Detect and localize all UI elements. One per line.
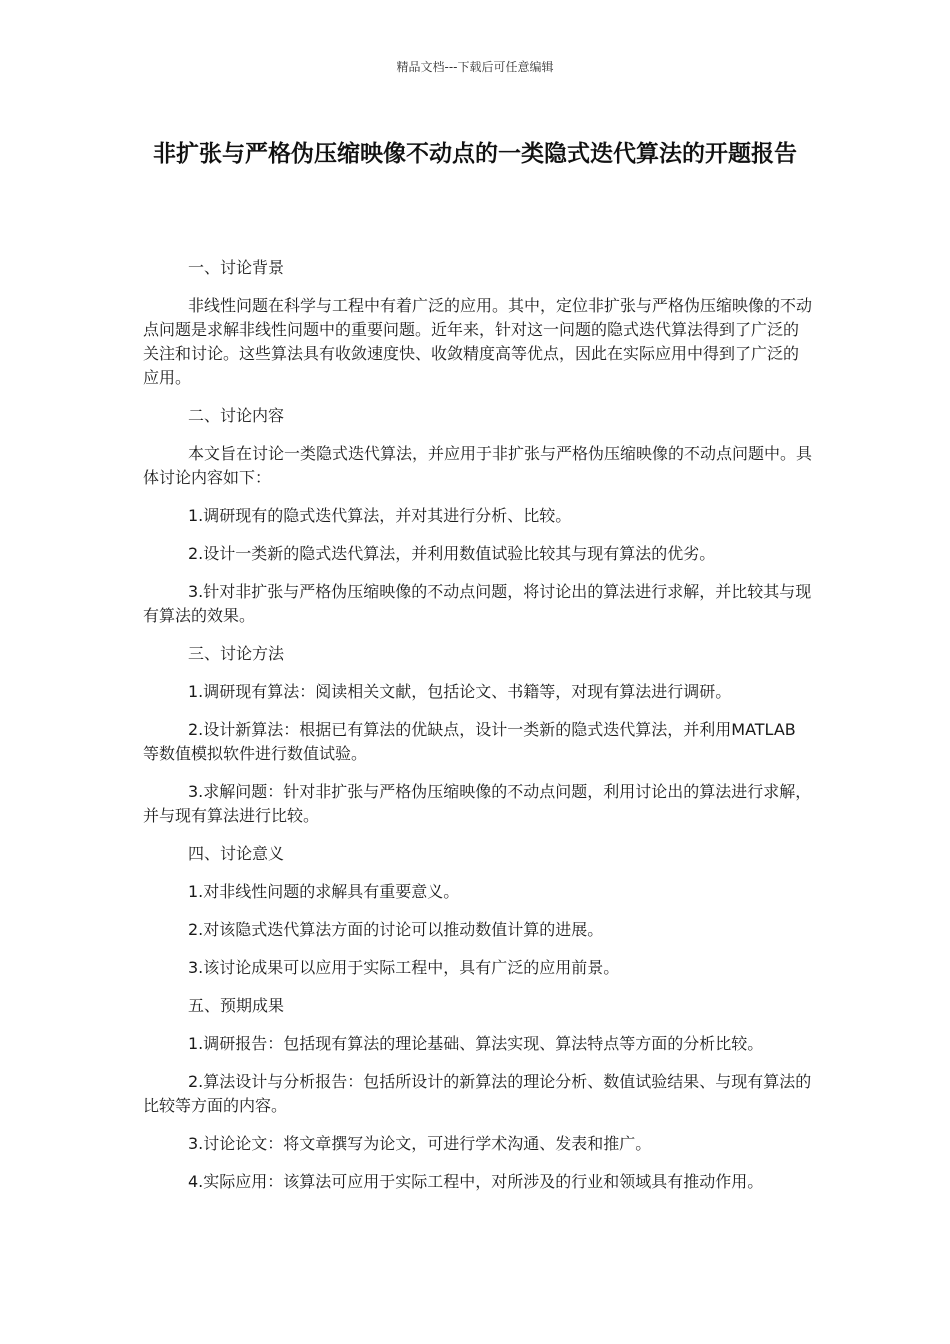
section-expected-results bbox=[143, 994, 813, 1194]
paragraph: 非线性问题在科学与工程中有着广泛的应用。其中，定位非扩张与严格伪压缩映像的不动点问题是求解非线性问题中的重要问题。近年来，针对这一问题的隐式迭代算法得到了广泛的关注和讨论。这些算法具有收敛速度快、收敛精度高等优点，因此在实际应用中得到了广泛的应用。 bbox=[143, 296, 813, 387]
list-item: 2.对该隐式迭代算法方面的讨论可以推动数值计算的进展。 bbox=[188, 920, 604, 939]
section-methods bbox=[143, 642, 813, 828]
section-heading: 一、讨论背景 bbox=[188, 258, 285, 277]
section-significance bbox=[143, 842, 813, 980]
list-item: 4.实际应用：该算法可应用于实际工程中，对所涉及的行业和领域具有推动作用。 bbox=[188, 1172, 764, 1191]
list-item: 1.对非线性问题的求解具有重要意义。 bbox=[188, 882, 460, 901]
list-item: 3.该讨论成果可以应用于实际工程中，具有广泛的应用前景。 bbox=[188, 958, 620, 977]
list-item: 3.针对非扩张与严格伪压缩映像的不动点问题，将讨论出的算法进行求解，并比较其与现有算法的效果。 bbox=[143, 582, 812, 625]
section-heading: 五、预期成果 bbox=[188, 996, 285, 1015]
list-item: 1.调研现有算法：阅读相关文献，包括论文、书籍等，对现有算法进行调研。 bbox=[188, 682, 732, 701]
document-body bbox=[143, 256, 813, 1208]
section-heading: 四、讨论意义 bbox=[188, 844, 285, 863]
list-item: 3.讨论论文：将文章撰写为论文，可进行学术沟通、发表和推广。 bbox=[188, 1134, 652, 1153]
document-title: 非扩张与严格伪压缩映像不动点的一类隐式迭代算法的开题报告 bbox=[153, 141, 797, 167]
section-heading: 三、讨论方法 bbox=[188, 644, 285, 663]
section-heading: 二、讨论内容 bbox=[188, 406, 285, 425]
section-content bbox=[143, 404, 813, 628]
list-item: 1.调研报告：包括现有算法的理论基础、算法实现、算法特点等方面的分析比较。 bbox=[188, 1034, 764, 1053]
list-item: 3.求解问题：针对非扩张与严格伪压缩映像的不动点问题，利用讨论出的算法进行求解，并与现有算法进行比较。 bbox=[143, 782, 812, 825]
list-item: 2.设计一类新的隐式迭代算法，并利用数值试验比较其与现有算法的优劣。 bbox=[188, 544, 716, 563]
paragraph: 本文旨在讨论一类隐式迭代算法，并应用于非扩张与严格伪压缩映像的不动点问题中。具体讨论内容如下： bbox=[143, 444, 813, 487]
list-item: 1.调研现有的隐式迭代算法，并对其进行分析、比较。 bbox=[188, 506, 572, 525]
header-note: 精品文档---下载后可任意编辑 bbox=[396, 60, 554, 74]
section-background bbox=[143, 256, 813, 390]
list-item: 2.设计新算法：根据已有算法的优缺点，设计一类新的隐式迭代算法，并利用MATLAB 等数值模拟软件进行数值试验。 bbox=[143, 720, 796, 763]
list-item: 2.算法设计与分析报告：包括所设计的新算法的理论分析、数值试验结果、与现有算法的比较等方面的内容。 bbox=[143, 1072, 812, 1115]
